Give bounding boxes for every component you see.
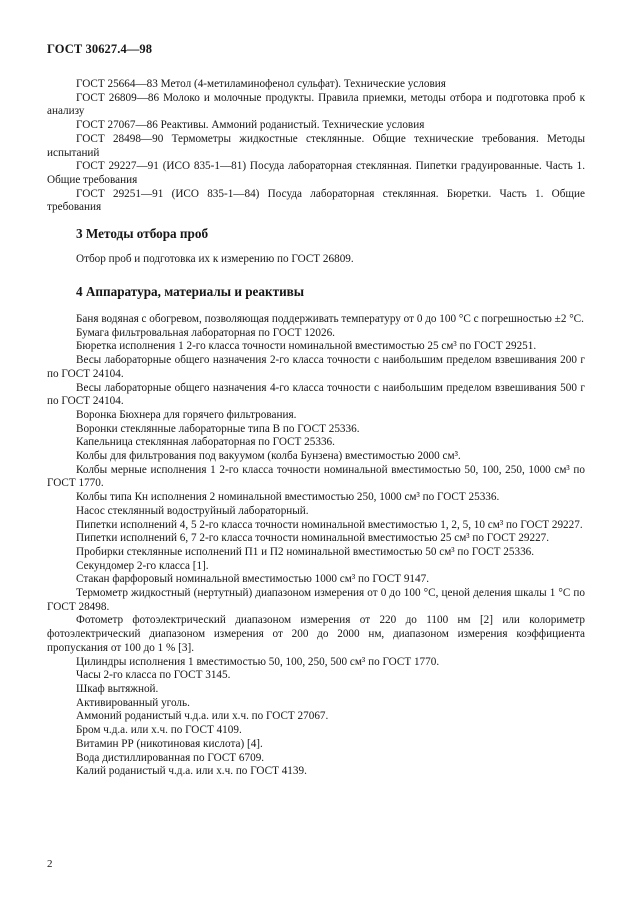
equipment-item: Секундомер 2-го класса [1].: [76, 559, 209, 572]
equipment-item: Пипетки исполнений 4, 5 2-го класса точности номинальной вместимостью 1, 2, 5, 10 см³ по ГОСТ 29227.: [76, 518, 583, 531]
section-3-text: Отбор проб и подготовка их к измерению по ГОСТ 26809.: [76, 253, 354, 265]
reference-item: ГОСТ 25664—83 Метол (4-метиламинофенол сульфат). Технические условия: [76, 78, 446, 90]
equipment-item: Термометр жидкостный (нертутный) диапазоном измерения от 0 до 100 °С, ценой деления шкалы 1 °С по ГОСТ 28498.: [47, 587, 585, 613]
section-3-heading: 3 Методы отбора проб: [76, 226, 209, 241]
reference-item: ГОСТ 27067—86 Реактивы. Аммоний роданистый. Технические условия: [76, 119, 425, 132]
equipment-item: Баня водяная с обогревом, позволяющая поддерживать температуру от 0 до 100 °С с погрешностью ±2 °С.: [76, 313, 584, 325]
equipment-item: Бумага фильтровальная лабораторная по ГОСТ 12026.: [76, 326, 335, 339]
section-3-body: [47, 253, 585, 267]
equipment-item: Часы 2-го класса по ГОСТ 3145.: [76, 669, 231, 682]
references-list: [47, 78, 585, 215]
equipment-item: Весы лабораторные общего назначения 2-го класса точности с наибольшим пределом взвешивания 200 г по ГОСТ 24104.: [47, 354, 585, 380]
equipment-item: Витамин РР (никотиновая кислота) [4].: [76, 737, 263, 750]
equipment-item: Цилиндры исполнения 1 вместимостью 50, 100, 250, 500 см³ по ГОСТ 1770.: [76, 655, 440, 668]
section-4-heading: 4 Аппаратура, материалы и реактивы: [76, 284, 305, 299]
equipment-item: Пробирки стеклянные исполнений П1 и П2 номинальной вместимостью 50 см³ по ГОСТ 25336.: [76, 545, 535, 558]
equipment-item: Колбы мерные исполнения 1 2-го класса точности номинальной вместимостью 50, 100, 250, 1000 см³ по ГОСТ 1770.: [47, 463, 585, 490]
reference-item: ГОСТ 28498—90 Термометры жидкостные стеклянные. Общие технические требования. Методы испытаний: [47, 132, 585, 159]
equipment-item: Фотометр фотоэлектрический диапазоном измерения от 220 до 1100 нм [2] или колориметр фотоэлектрический диапазоном измерения от 200 до 2000 нм, диапазоном измерения коэффициента пропускания от 100 до 1 % [3].: [47, 614, 585, 654]
equipment-item: Шкаф вытяжной.: [76, 682, 159, 695]
equipment-item: Стакан фарфоровый номинальной вместимостью 1000 см³ по ГОСТ 9147.: [76, 573, 430, 586]
equipment-item: Воронка Бюхнера для горячего фильтрования.: [76, 408, 297, 421]
equipment-item: Колбы типа Кн исполнения 2 номинальной вместимостью 250, 1000 см³ по ГОСТ 25336.: [76, 491, 500, 504]
equipment-item: Вода дистиллированная по ГОСТ 6709.: [76, 751, 265, 764]
equipment-item: Воронки стеклянные лабораторные типа В по ГОСТ 25336.: [76, 422, 360, 435]
section-4-list: [47, 313, 585, 779]
equipment-item: Весы лабораторные общего назначения 4-го класса точности с наибольшим пределом взвешивания 500 г по ГОСТ 24104.: [47, 381, 585, 408]
equipment-item: Бюретка исполнения 1 2-го класса точности номинальной вместимостью 25 см³ по ГОСТ 29251.: [76, 340, 537, 353]
equipment-item: Активированный уголь.: [76, 696, 190, 709]
reference-item: ГОСТ 29251—91 (ИСО 835-1—84) Посуда лабораторная стеклянная. Бюретки. Часть 1. Общие требования: [47, 187, 585, 214]
equipment-item: Пипетки исполнений 6, 7 2-го класса точности номинальной вместимостью 25 см³ по ГОСТ 29227.: [76, 532, 550, 545]
equipment-item: Калий роданистый ч.д.а. или х.ч. по ГОСТ 4139.: [76, 765, 307, 778]
reference-item: ГОСТ 26809—86 Молоко и молочные продукты. Правила приемки, методы отбора и подготовка проб к анализу: [47, 91, 585, 118]
page-number: 2: [47, 858, 53, 870]
reference-item: ГОСТ 29227—91 (ИСО 835-1—81) Посуда лабораторная стеклянная. Пипетки градуированные. Часть 1. Общие требования: [47, 160, 585, 186]
running-header: ГОСТ 30627.4—98: [47, 42, 153, 56]
equipment-item: Капельница стеклянная лабораторная по ГОСТ 25336.: [76, 436, 335, 449]
equipment-item: Аммоний роданистый ч.д.а. или х.ч. по ГОСТ 27067.: [76, 710, 329, 723]
equipment-item: Насос стеклянный водоструйный лабораторный.: [76, 504, 309, 517]
equipment-item: Бром ч.д.а. или х.ч. по ГОСТ 4109.: [76, 724, 242, 737]
equipment-item: Колбы для фильтрования под вакуумом (колба Бунзена) вместимостью 2000 см³.: [76, 450, 461, 463]
